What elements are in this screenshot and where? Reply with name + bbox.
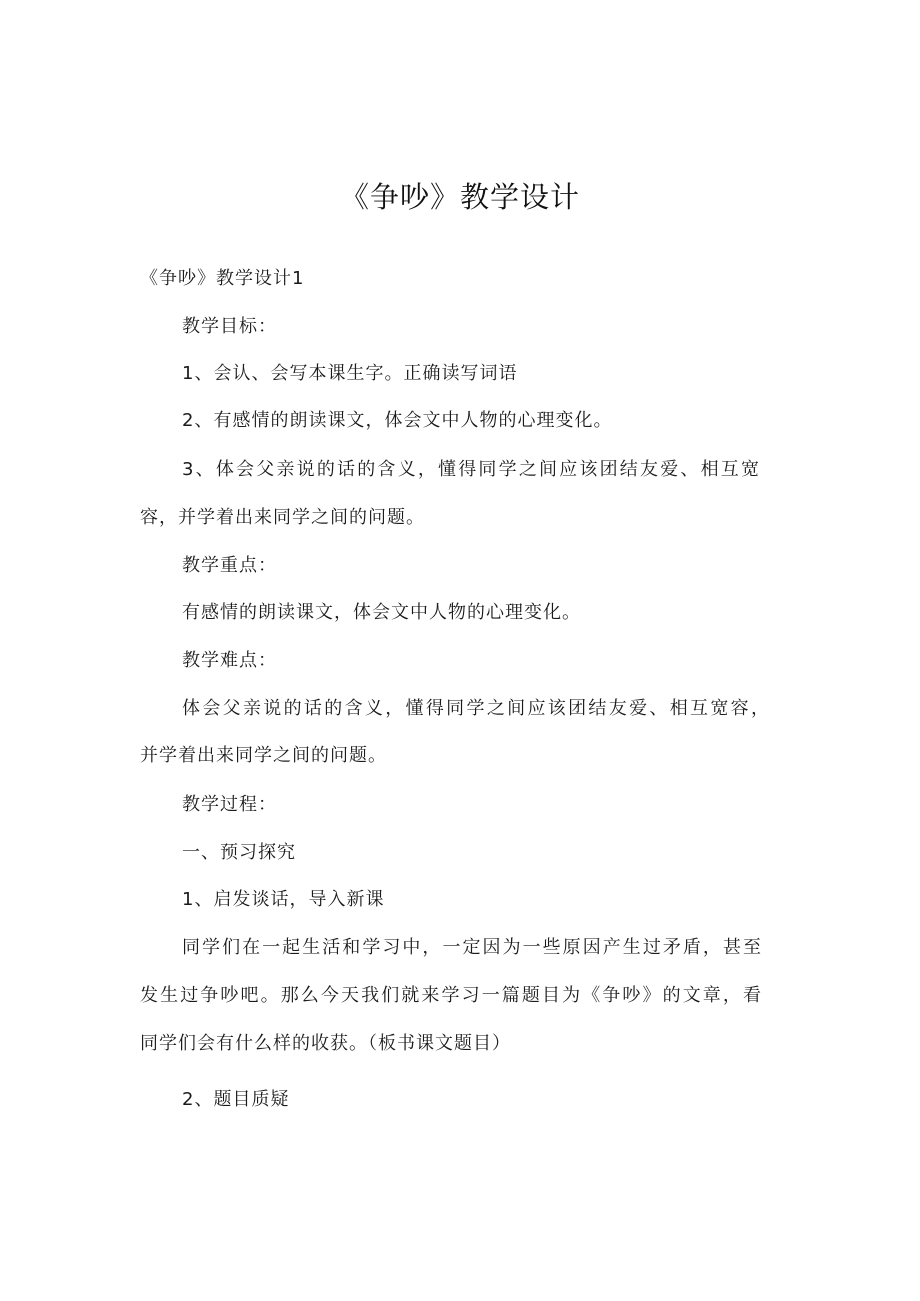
process-substep-2: 2、题目质疑	[182, 1089, 290, 1110]
intro-paragraph-line-3: 同学们会有什么样的收获。（板书课文题目）	[140, 1033, 511, 1054]
objectives-heading: 教学目标：	[182, 316, 277, 337]
objective-item-2: 2、有感情的朗读课文，体会文中人物的心理变化。	[182, 410, 613, 431]
intro-paragraph-line-2: 发生过争吵吧。那么今天我们就来学习一篇题目为《争吵》的文章，看	[140, 985, 762, 1006]
process-heading: 教学过程：	[182, 794, 277, 815]
objective-item-1: 1、会认、会写本课生字。正确读写词语	[182, 363, 518, 384]
process-substep-1: 1、启发谈话，导入新课	[182, 889, 385, 910]
difficulties-text-line-1: 体会父亲说的话的含义，懂得同学之间应该团结友爱、相互宽容，	[182, 698, 770, 719]
key-points-text: 有感情的朗读课文，体会文中人物的心理变化。	[182, 602, 581, 623]
difficulties-heading: 教学难点：	[182, 650, 277, 671]
objective-item-3-line-1: 3、体会父亲说的话的含义，懂得同学之间应该团结友爱、相互宽	[182, 459, 760, 480]
section-heading: 《争吵》教学设计1	[140, 268, 305, 289]
difficulties-text-line-2: 并学着出来同学之间的问题。	[140, 745, 387, 766]
key-points-heading: 教学重点：	[182, 555, 277, 576]
intro-paragraph-line-1: 同学们在一起生活和学习中，一定因为一些原因产生过矛盾，甚至	[182, 937, 762, 958]
process-step-1-heading: 一、预习探究	[182, 842, 296, 863]
objective-item-3-line-2: 容，并学着出来同学之间的问题。	[140, 507, 425, 528]
document-title: 《争吵》教学设计	[339, 180, 580, 215]
